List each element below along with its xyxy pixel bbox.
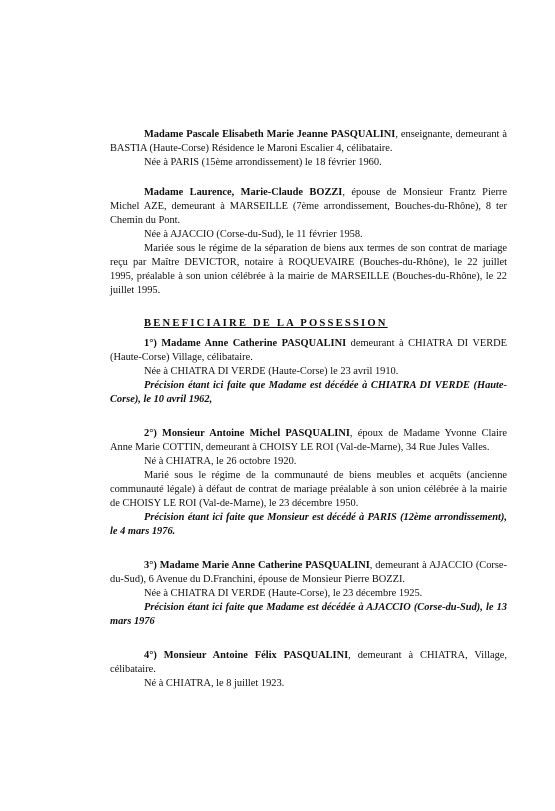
beneficiary-death-note: Précision étant ici faite que Madame est décédée à AJACCIO (Corse-du-Sud), le 13 mars 1976 xyxy=(110,602,507,627)
party-birth: Née à AJACCIO (Corse-du-Sud), le 11 février 1958. xyxy=(144,229,363,240)
beneficiary-4 xyxy=(110,649,507,677)
beneficiary-details: , époux de Madame Yvonne Claire Anne Marie COTTIN, demeurant à CHOISY LE ROI (Val-de-Marne), 34 Rue Jules Valles. xyxy=(110,428,508,453)
beneficiary-death-note: Précision étant ici faite que Madame est décédée à CHIATRA DI VERDE (Haute-Corse), le 10 avril 1962, xyxy=(110,380,507,405)
party-details: , épouse de Monsieur Frantz Pierre Michel AZE, demeurant à MARSEILLE (7ème arrondissement, Bouches-du-Rhône), 8 ter Chemin du Pont. xyxy=(110,187,507,226)
beneficiary-1 xyxy=(110,337,507,365)
party-name: Madame Pascale Elisabeth Marie Jeanne PASQUALINI xyxy=(144,129,396,140)
beneficiary-death-note: Précision étant ici faite que Monsieur est décédé à PARIS (12ème arrondissement), le 4 mars 1976. xyxy=(110,512,507,537)
beneficiary-details: demeurant à CHIATRA DI VERDE (Haute-Corse) Village, célibataire. xyxy=(110,338,508,363)
beneficiary-2 xyxy=(110,427,507,455)
beneficiary-birth: Née à CHIATRA DI VERDE (Haute-Corse) le 23 avril 1910. xyxy=(144,366,399,377)
party-marriage: Mariée sous le régime de la séparation de biens aux termes de son contrat de mariage reçu par Maître DEVICTOR, notaire à ROQUEVAIRE (Bouches-du-Rhône), le 22 juillet 1995, préalable à son union célébrée à la mairie de MARSEILLE (Bouches-du-Rhône), le 22 juillet 1995. xyxy=(110,243,507,296)
beneficiary-marriage: Marié sous le régime de la communauté de biens meubles et acquêts (ancienne communauté légale) à défaut de contrat de mariage préalable à son union célébrée à la mairie de CHOISY LE ROI (Val-de-Marne), le 23 décembre 1950. xyxy=(110,470,507,509)
party-details: , enseignante, demeurant à BASTIA (Haute-Corse) Résidence le Maroni Escalier 4, célibataire. xyxy=(110,129,507,154)
party-laurence-paragraph xyxy=(110,186,507,228)
beneficiary-birth: Née à CHIATRA DI VERDE (Haute-Corse), le 23 décembre 1925. xyxy=(144,588,423,599)
party-birth: Née à PARIS (15ème arrondissement) le 18 février 1960. xyxy=(144,157,382,168)
party-pascale-paragraph xyxy=(110,128,507,156)
beneficiary-name: 3°) Madame Marie Anne Catherine PASQUALINI xyxy=(144,560,370,571)
beneficiary-details: , demeurant à CHIATRA, Village, célibataire. xyxy=(110,650,507,675)
beneficiary-details: , demeurant à AJACCIO (Corse-du-Sud), 6 Avenue du D.Franchini, épouse de Monsieur Pierre BOZZI. xyxy=(110,560,507,585)
beneficiary-birth: Né à CHIATRA, le 8 juillet 1923. xyxy=(144,678,285,689)
beneficiary-name: 1°) Madame Anne Catherine PASQUALINI xyxy=(144,338,347,349)
beneficiary-name: 2°) Monsieur Antoine Michel PASQUALINI xyxy=(144,428,350,439)
beneficiary-name: 4°) Monsieur Antoine Félix PASQUALINI xyxy=(144,650,349,661)
beneficiary-3 xyxy=(110,559,507,587)
beneficiary-birth: Né à CHIATRA, le 26 octobre 1920. xyxy=(144,456,297,467)
party-name: Madame Laurence, Marie-Claude BOZZI xyxy=(144,187,343,198)
section-heading: BENEFICIAIRE DE LA POSSESSION xyxy=(144,318,388,329)
